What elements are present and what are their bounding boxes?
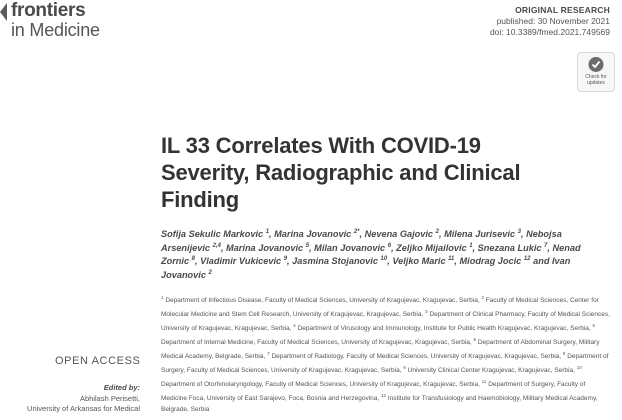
author-name[interactable]: Marina Jovanovic (226, 242, 304, 253)
journal-subname: in Medicine (11, 20, 100, 40)
article-type: ORIGINAL RESEARCH (515, 5, 610, 15)
affiliation-text: Department of Infectious Disease, Faculty of Medical Sciences, University of Kragujevac, Kragujevac, Serbia, (165, 297, 480, 305)
affiliation-number: 1 (161, 295, 164, 300)
journal-logo[interactable] (0, 0, 170, 44)
author-affiliation-ref: 2 (435, 229, 439, 235)
affiliation-number: 6 (473, 336, 477, 342)
affiliation-number: 9 (403, 364, 406, 370)
affiliation-number: 10 (576, 364, 582, 370)
author-affiliation-ref: 2,4 (212, 242, 221, 249)
title-line3: Finding (161, 187, 240, 212)
affiliation-number: 12 (381, 392, 387, 398)
affiliation-text: Department of Surgery, Faculty of Medical Sciences, University of Kragujevac, Kragujevac, Serbia, (161, 352, 609, 374)
article-title (161, 132, 601, 213)
affiliation-text: Department of Surgery, Faculty of Medicine Foca, University of East Sarajevo, Foca, Bosnia and Herzegovina, (161, 380, 586, 402)
editor-name[interactable]: Abhilash Perisetti, (79, 393, 140, 403)
author-affiliation-ref: 8 (191, 256, 195, 263)
affiliation-text: Institute for Transfusiology and Haemobiology, Military Medical Academy, Belgrade, Serbia (161, 394, 598, 413)
title-line2: Severity, Radiographic and Clinical (161, 160, 521, 185)
author-name[interactable]: Vladimir Vukicevic (200, 256, 282, 267)
author-affiliation-ref: 12 (523, 256, 531, 263)
author-affiliation-ref: 2 (208, 269, 212, 276)
affiliation-text: Department of Clinical Pharmacy, Faculty of Medical Sciences, University of Kragujevac, Kragujevac, Serbia, (161, 311, 610, 333)
author-affiliation-ref: 3 (517, 229, 521, 235)
author-affiliation-ref: 2* (353, 229, 360, 235)
badge-label-line1: Check for (585, 74, 607, 80)
affiliation-number: 2 (481, 295, 484, 300)
affiliation-number: 5 (592, 322, 596, 328)
author-affiliation-ref: 6 (387, 242, 392, 249)
title-line1: IL 33 Correlates With COVID-19 (161, 133, 481, 158)
edited-by-label: Edited by: (103, 383, 140, 392)
author-name[interactable]: Sofija Sekulic Markovic (161, 229, 264, 240)
affiliation-number: 4 (293, 322, 296, 328)
affiliation-text: Department of Otorhinolaryngology, Faculty of Medical Sciences, University of Kragujevac, Kragujevac, Serbia, (161, 380, 480, 388)
author-affiliation-ref: 10 (380, 256, 388, 263)
doi[interactable]: doi: 10.3389/fmed.2021.749569 (489, 27, 610, 37)
published-date: published: 30 November 2021 (496, 16, 610, 26)
affiliation-text: Department of Radiology, Faculty of Medical Sciences, University of Kragujevac, Kragujevac, Serbia, (271, 352, 562, 360)
affiliation-text: University Clinical Center Kragujevac, Kragujevac, Serbia, (407, 366, 575, 374)
article-meta (490, 5, 610, 38)
author-name[interactable]: Milena Jurisevic (444, 229, 516, 240)
affiliation-text: Department of Internal Medicine, Faculty of Medical Sciences, University of Kragujevac, Kragujevac, Serbia, (161, 339, 472, 347)
affiliation-number: 3 (425, 308, 428, 314)
author-name[interactable]: Snezana Lukic (477, 242, 542, 253)
affiliation-number: 8 (562, 350, 566, 356)
author-affiliation-ref: 5 (305, 242, 310, 249)
affiliation-text: Faculty of Medical Sciences, Center for Molecular Medicine and Stem Cell Research, University of Kragujevac, Kragujevac, Serbia, (161, 297, 599, 319)
authors-and: and (533, 256, 550, 267)
author-name[interactable]: Jasmina Stojanovic (292, 256, 378, 267)
journal-name: frontiers (11, 0, 86, 21)
affiliation-number: 11 (481, 378, 487, 384)
author-name[interactable]: Miodrag Jocic (459, 256, 522, 267)
author-affiliation-ref: 11 (448, 256, 455, 263)
author-name[interactable]: Nebojsa Arsenijevic (161, 229, 562, 253)
check-for-updates-icon (587, 56, 605, 73)
affiliation-text: Department of Virusology and Immunology, Institute for Public Health Kragujevac, Kragujevac, Serbia, (297, 325, 591, 333)
editor-affiliation: University of Arkansas for Medical (27, 404, 140, 413)
author-name[interactable]: Ivan Jovanovic (161, 256, 571, 281)
author-affiliation-ref: 1 (469, 242, 473, 249)
author-affiliation-ref: 1 (265, 229, 270, 235)
author-list: Sofija Sekulic Markovic $^1$, Marina Jovanovic $^{2*}$, Nevena Gajovic $^2$, Milena Jurisevic $^3$, Nebojsa Arsenijevic $^{2,4}$, Marina Jovanovic $^5$, Milan Jovanovic $^6$, Zeljko Mijailovic $^1$, Snezana Lukic $^7$, Nenad Zornic $^8$, Vladimir Vukicevic $^9$, Jasmina Stojanovic $^{10}$, Veljko Maric $^{11}$, Miodrag Jocic $^{12}$ and Ivan Jovanovic $^2$ (161, 229, 581, 281)
affiliation-list (161, 293, 613, 415)
author-name[interactable]: Marina Jovanovic (274, 229, 352, 240)
author-affiliation-ref: 9 (283, 256, 288, 263)
author-affiliation-ref: 7 (544, 242, 548, 249)
author-name[interactable]: Nevena Gajovic (364, 229, 434, 240)
open-access-label: OPEN ACCESS (55, 355, 141, 367)
check-for-updates-badge[interactable] (577, 52, 615, 92)
author-name[interactable]: Veljko Maric (392, 256, 446, 267)
author-name[interactable]: Zeljko Mijailovic (396, 242, 467, 253)
badge-label-line2: updates (587, 80, 605, 86)
edited-by-block (0, 383, 140, 415)
author-name[interactable]: Milan Jovanovic (314, 242, 386, 253)
affiliation-number: 7 (267, 350, 270, 356)
author-name[interactable]: Nenad Zornic (161, 242, 581, 267)
affiliation-text: Department of Abdominal Surgery, Military Medical Academy, Belgrade, Serbia, (161, 339, 600, 360)
